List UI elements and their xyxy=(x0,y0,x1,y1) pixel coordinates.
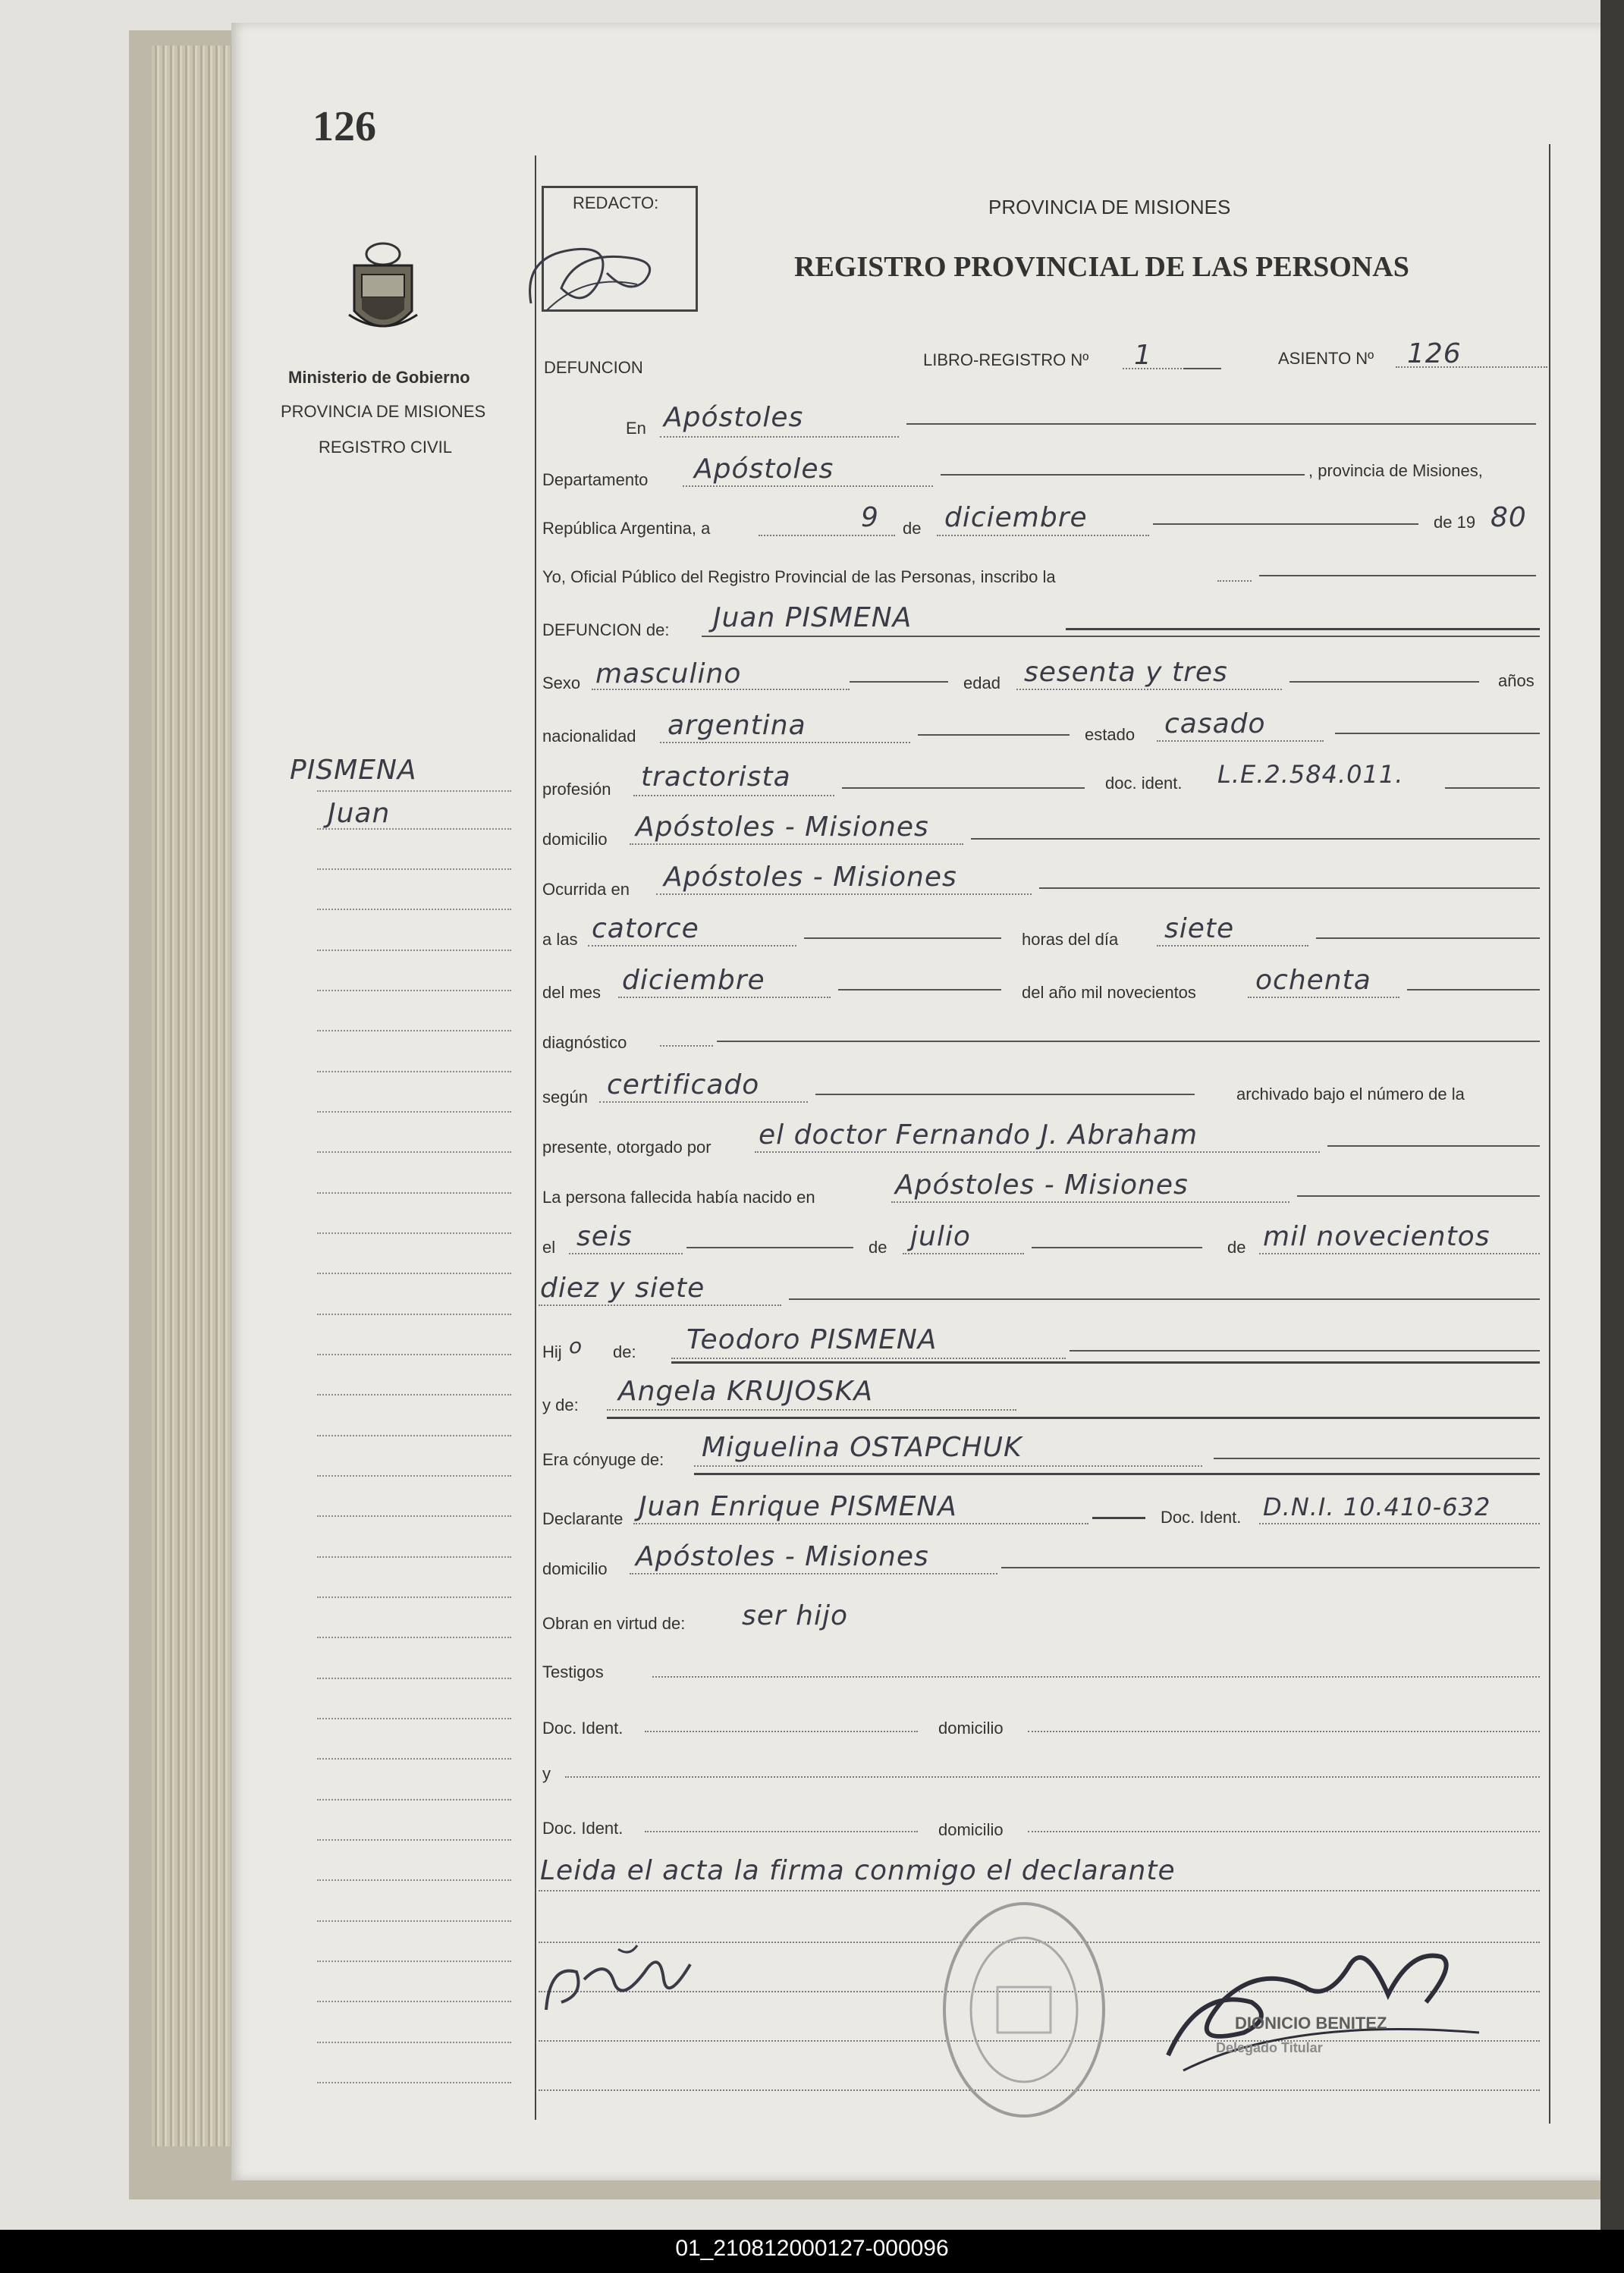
file-identifier: 01_210812000127-000096 xyxy=(675,2236,949,2261)
obran-label: Obran en virtud de: xyxy=(542,1614,686,1633)
sexo-label: Sexo xyxy=(542,673,581,692)
margin-divider xyxy=(535,155,536,2120)
official-signature-icon xyxy=(1138,1919,1517,2093)
declarante-value: Juan Enrique PISMENA xyxy=(639,1491,957,1522)
redacto-label: REDACTO: xyxy=(573,193,659,212)
conyuge-label: Era cónyuge de: xyxy=(542,1450,664,1469)
ministry-name: Ministerio de Gobierno xyxy=(288,368,470,387)
day-value: 9 xyxy=(861,502,879,533)
domicilio-label: domicilio xyxy=(542,830,608,849)
libro-label: LIBRO-REGISTRO Nº xyxy=(923,350,1089,369)
profesion-value: tractorista xyxy=(641,761,791,793)
closing-text: Leida el acta la firma conmigo el declarante xyxy=(540,1855,1176,1886)
y-label: y xyxy=(542,1764,551,1783)
el-label: el xyxy=(542,1238,556,1257)
margin-given-name: Juan xyxy=(328,798,391,829)
asiento-label: ASIENTO Nº xyxy=(1278,349,1374,368)
doc-ident2-label: Doc. Ident. xyxy=(542,1819,624,1838)
provincia-label: , provincia de Misiones, xyxy=(1308,461,1483,480)
nacido-value: Apóstoles - Misiones xyxy=(895,1169,1189,1201)
el-value: seis xyxy=(576,1221,633,1252)
defuncion-de-label: DEFUNCION de: xyxy=(542,620,670,639)
a-las-value: catorce xyxy=(592,913,699,944)
page-edges xyxy=(152,46,235,2146)
segun-value: certificado xyxy=(607,1069,760,1100)
page-number: 126 xyxy=(313,103,376,150)
defuncion-heading: DEFUNCION xyxy=(544,358,643,377)
diagnostico-label: diagnóstico xyxy=(542,1033,627,1052)
domicilio2-value: Apóstoles - Misiones xyxy=(636,1541,929,1572)
domicilio3-label: domicilio xyxy=(938,1719,1004,1738)
del-ano-label: del año mil novecientos xyxy=(1022,983,1196,1002)
padre-value: Teodoro PISMENA xyxy=(686,1324,938,1355)
hijo-label: Hij xyxy=(542,1342,562,1361)
y-de-label: y de: xyxy=(542,1396,579,1414)
estado-value: casado xyxy=(1164,708,1266,739)
declarante-label: Declarante xyxy=(542,1509,624,1528)
right-edge xyxy=(1600,0,1624,2273)
domicilio2-label: domicilio xyxy=(542,1559,608,1578)
presente-label: presente, otorgado por xyxy=(542,1138,711,1157)
edad-label: edad xyxy=(963,673,1000,692)
en-value: Apóstoles xyxy=(664,402,804,433)
dia-value: siete xyxy=(1164,913,1235,944)
year-label: de 19 xyxy=(1434,513,1476,532)
nacionalidad-label: nacionalidad xyxy=(542,727,636,746)
de-label: de xyxy=(903,519,922,538)
edad-value: sesenta y tres xyxy=(1024,657,1228,688)
declarant-signature-icon xyxy=(531,1919,743,2033)
province-title: PROVINCIA DE MISIONES xyxy=(988,196,1231,218)
oficial-text: Yo, Oficial Público del Registro Provincial de las Personas, inscribo la xyxy=(542,567,1056,586)
horas-label: horas del día xyxy=(1022,930,1119,949)
ocurrida-value: Apóstoles - Misiones xyxy=(664,862,957,893)
official-seal-icon xyxy=(933,1896,1115,2124)
obran-value: ser hijo xyxy=(742,1600,848,1631)
registry-title: REGISTRO PROVINCIAL DE LAS PERSONAS xyxy=(794,251,1409,283)
julio-value: julio xyxy=(910,1221,971,1252)
madre-value: Angela KRUJOSKA xyxy=(618,1376,873,1407)
profesion-label: profesión xyxy=(542,780,611,799)
libro-value: 1 xyxy=(1134,340,1152,371)
departamento-label: Departamento xyxy=(542,470,649,489)
redacto-signature-icon xyxy=(516,228,690,326)
sexo-value: masculino xyxy=(595,658,742,689)
decl-doc-value: D.N.I. 10.410-632 xyxy=(1263,1493,1491,1521)
segun-label: según xyxy=(542,1088,588,1107)
ministry-province: PROVINCIA DE MISIONES xyxy=(281,402,486,421)
testigos-label: Testigos xyxy=(542,1662,604,1681)
coat-of-arms-icon xyxy=(345,235,421,349)
year-value: 80 xyxy=(1490,502,1527,533)
republica-label: República Argentina, a xyxy=(542,519,711,538)
stamp-role: Delegado Titular xyxy=(1216,2040,1323,2055)
doc-label: doc. ident. xyxy=(1105,774,1183,793)
domicilio4-label: domicilio xyxy=(938,1820,1004,1839)
de2-label: de xyxy=(869,1238,887,1257)
en-label: En xyxy=(626,419,646,438)
a-las-label: a las xyxy=(542,930,578,949)
right-border xyxy=(1549,144,1550,2124)
conyuge-value: Miguelina OSTAPCHUK xyxy=(702,1432,1022,1463)
archivado-label: archivado bajo el número de la xyxy=(1236,1085,1465,1104)
hijo-de-label: de: xyxy=(613,1342,636,1361)
departamento-value: Apóstoles xyxy=(694,454,834,485)
asiento-value: 126 xyxy=(1407,338,1462,369)
estado-label: estado xyxy=(1085,725,1136,744)
domicilio-value: Apóstoles - Misiones xyxy=(636,812,929,843)
ocurrida-label: Ocurrida en xyxy=(542,880,630,899)
ministry-registry: REGISTRO CIVIL xyxy=(319,438,453,457)
deceased-name: Juan PISMENA xyxy=(713,602,913,633)
mil-value: mil novecientos xyxy=(1263,1221,1490,1252)
doc-value: L.E.2.584.011. xyxy=(1217,760,1404,789)
decl-doc-label: Doc. Ident. xyxy=(1161,1508,1242,1527)
presente-value: el doctor Fernando J. Abraham xyxy=(759,1119,1198,1151)
mes-value: diciembre xyxy=(622,965,765,996)
hijo-suffix: o xyxy=(569,1333,583,1358)
month-value: diciembre xyxy=(944,502,1088,533)
del-mes-label: del mes xyxy=(542,983,602,1002)
diez-value: diez y siete xyxy=(540,1273,705,1304)
stamp-name: DIONICIO BENITEZ xyxy=(1235,2014,1387,2033)
nacionalidad-value: argentina xyxy=(668,710,806,741)
doc-ident1-label: Doc. Ident. xyxy=(542,1719,624,1738)
margin-surname: PISMENA xyxy=(290,755,417,786)
ano-value: ochenta xyxy=(1255,965,1371,996)
de3-label: de xyxy=(1227,1238,1246,1257)
anos-label: años xyxy=(1498,671,1534,690)
nacido-label: La persona fallecida había nacido en xyxy=(542,1188,815,1207)
